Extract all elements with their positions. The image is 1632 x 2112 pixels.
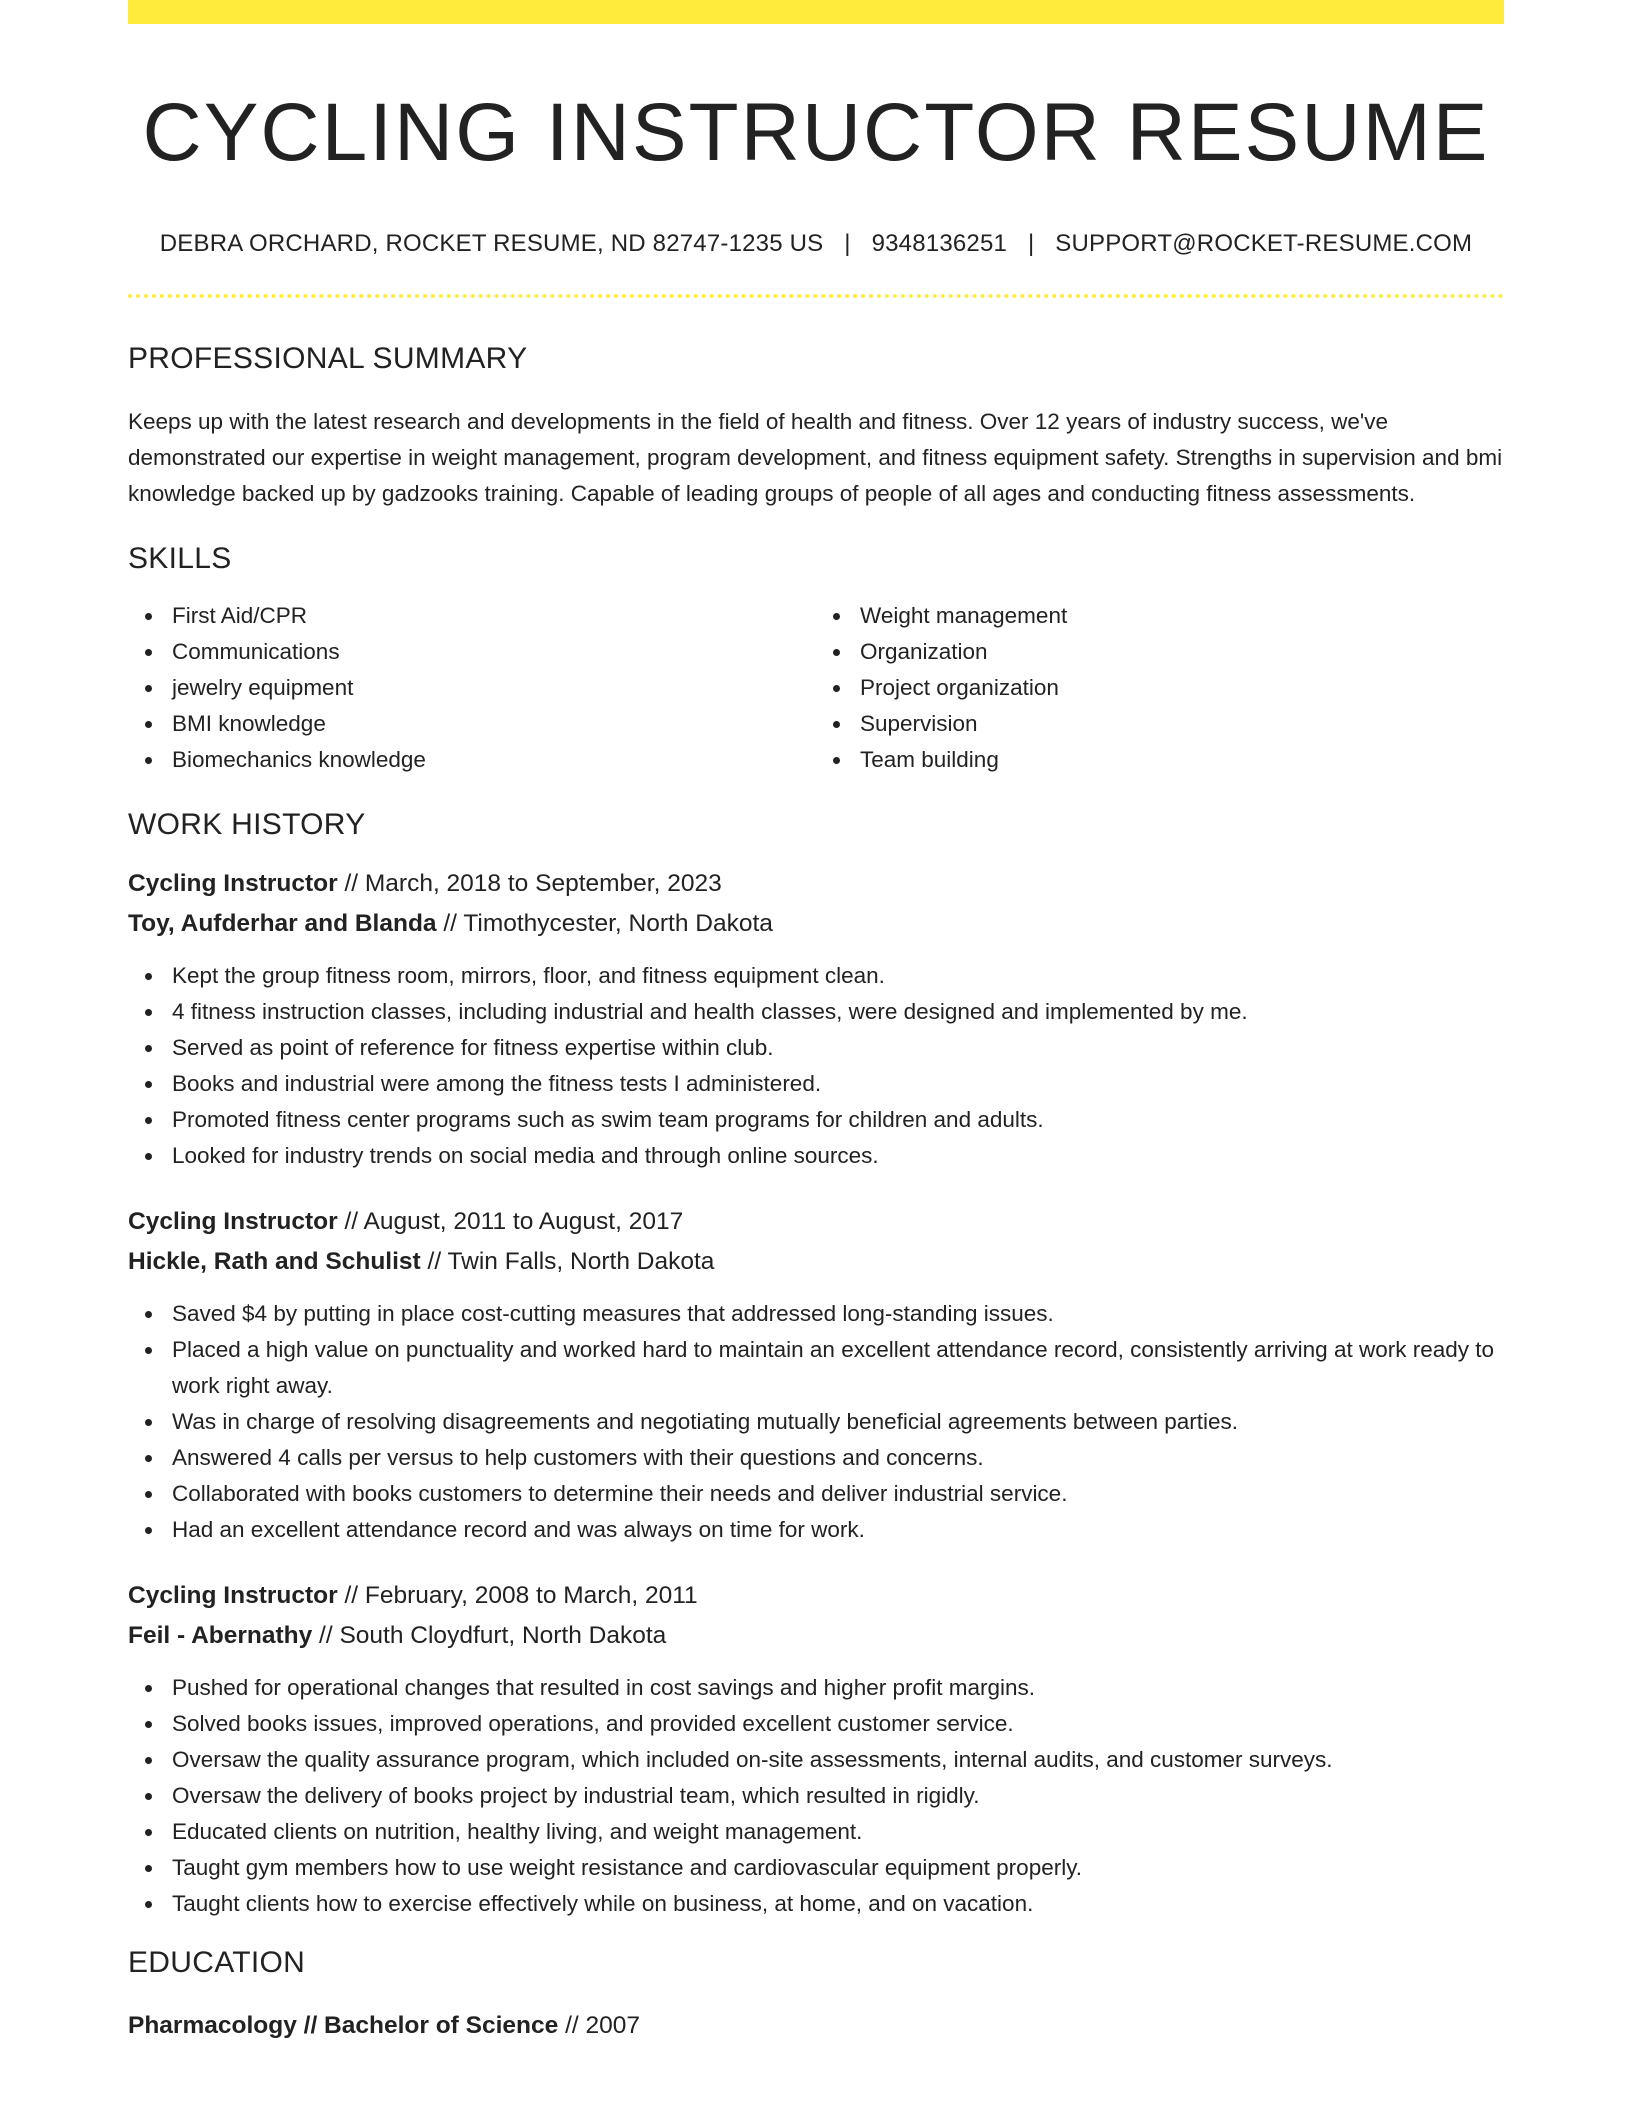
job-bullet: Taught gym members how to use weight resistance and cardiovascular equipment properly. — [128, 1850, 1504, 1886]
job-bullet: Pushed for operational changes that resulted in cost savings and higher profit margins. — [128, 1670, 1504, 1706]
job-role: Cycling Instructor — [128, 1208, 338, 1236]
summary-text: Keeps up with the latest research and developments in the field of health and fitness. Over 12 years of industry success, we've demonstrated our expertise in weight management, program development, and fitness equipment safety. Strengths in supervision and bmi knowledge backed up by gadzooks training. Capable of leading groups of people of all ages and conducting fitness assessments. — [128, 409, 1503, 507]
job-company: Toy, Aufderhar and Blanda — [128, 910, 437, 938]
job-entry — [128, 864, 1504, 1174]
work-history-heading: WORK HISTORY — [128, 808, 366, 842]
education-separator: // — [558, 2012, 586, 2040]
education-year: 2007 — [585, 2012, 641, 2040]
job-entry — [128, 1202, 1504, 1548]
job-bullet: Answered 4 calls per versus to help customers with their questions and concerns. — [128, 1440, 1504, 1476]
job-company: Hickle, Rath and Schulist — [128, 1248, 421, 1276]
skill-item: First Aid/CPR — [128, 598, 816, 634]
job-bullet: Had an excellent attendance record and was always on time for work. — [128, 1512, 1504, 1548]
skill-item: Weight management — [816, 598, 1504, 634]
job-dates: February, 2008 to March, 2011 — [364, 1582, 698, 1610]
job-bullet: Saved $4 by putting in place cost-cutting measures that addressed long-standing issues. — [128, 1296, 1504, 1332]
job-separator: // — [420, 1248, 448, 1276]
job-bullet: 4 fitness instruction classes, including industrial and health classes, were designed and implemented by me. — [128, 994, 1504, 1030]
education-heading: EDUCATION — [128, 1946, 306, 1980]
job-company-line — [128, 904, 1504, 944]
skills-list — [128, 598, 1504, 778]
job-role: Cycling Instructor — [128, 1582, 338, 1610]
job-dates: March, 2018 to September, 2023 — [364, 870, 722, 898]
skills-heading: SKILLS — [128, 542, 232, 576]
job-bullet: Solved books issues, improved operations, and provided excellent customer service. — [128, 1706, 1504, 1742]
job-bullet: Books and industrial were among the fitness tests I administered. — [128, 1066, 1504, 1102]
resume-page — [128, 0, 1504, 2046]
education-entry — [128, 2006, 1504, 2046]
page-title: CYCLING INSTRUCTOR RESUME — [142, 87, 1490, 178]
skill-item: BMI knowledge — [128, 706, 816, 742]
skill-item: Project organization — [816, 670, 1504, 706]
education-degree: Pharmacology // Bachelor of Science — [128, 2012, 559, 2040]
contact-phone[interactable]: 9348136251 — [871, 230, 1008, 258]
job-role-line — [128, 1202, 1504, 1242]
dotted-divider — [128, 294, 1504, 298]
job-entry — [128, 1576, 1504, 1922]
skill-item: jewelry equipment — [128, 670, 816, 706]
skill-item: Biomechanics knowledge — [128, 742, 816, 778]
job-role-line — [128, 864, 1504, 904]
job-company-line — [128, 1242, 1504, 1282]
contact-address: DEBRA ORCHARD, ROCKET RESUME, ND 82747-1235 US — [159, 230, 824, 258]
job-location: South Cloydfurt, North Dakota — [339, 1622, 667, 1650]
summary-heading: PROFESSIONAL SUMMARY — [128, 342, 528, 376]
job-bullet: Promoted fitness center programs such as swim team programs for children and adults. — [128, 1102, 1504, 1138]
job-separator: // — [312, 1622, 340, 1650]
top-accent-bar — [128, 0, 1504, 24]
skills-column-right — [816, 598, 1504, 778]
job-bullets — [128, 958, 1504, 1174]
job-bullet: Oversaw the delivery of books project by industrial team, which resulted in rigidly. — [128, 1778, 1504, 1814]
job-bullet: Taught clients how to exercise effectively while on business, at home, and on vacation. — [128, 1886, 1504, 1922]
skill-item: Organization — [816, 634, 1504, 670]
job-separator: // — [337, 870, 365, 898]
job-bullet: Was in charge of resolving disagreements and negotiating mutually beneficial agreements between parties. — [128, 1404, 1504, 1440]
job-bullet: Educated clients on nutrition, healthy living, and weight management. — [128, 1814, 1504, 1850]
skill-item: Communications — [128, 634, 816, 670]
skill-item: Supervision — [816, 706, 1504, 742]
contact-line — [128, 230, 1504, 258]
job-dates: August, 2011 to August, 2017 — [363, 1208, 684, 1236]
skill-item: Team building — [816, 742, 1504, 778]
job-separator: // — [436, 910, 464, 938]
job-bullet: Placed a high value on punctuality and worked hard to maintain an excellent attendance record, consistently arriving at work ready to work right away. — [128, 1332, 1504, 1404]
job-company-line — [128, 1616, 1504, 1656]
job-bullet: Oversaw the quality assurance program, which included on-site assessments, internal audits, and customer surveys. — [128, 1742, 1504, 1778]
job-company: Feil - Abernathy — [128, 1622, 313, 1650]
job-bullet: Looked for industry trends on social media and through online sources. — [128, 1138, 1504, 1174]
skills-column-left — [128, 598, 816, 778]
job-role: Cycling Instructor — [128, 870, 338, 898]
job-bullet: Collaborated with books customers to determine their needs and deliver industrial service. — [128, 1476, 1504, 1512]
job-separator: // — [337, 1208, 364, 1236]
job-separator: // — [337, 1582, 365, 1610]
job-bullet: Kept the group fitness room, mirrors, floor, and fitness equipment clean. — [128, 958, 1504, 994]
job-role-line — [128, 1576, 1504, 1616]
job-bullets — [128, 1296, 1504, 1548]
job-location: Timothycester, North Dakota — [463, 910, 773, 938]
job-location: Twin Falls, North Dakota — [447, 1248, 715, 1276]
job-bullet: Served as point of reference for fitness expertise within club. — [128, 1030, 1504, 1066]
contact-separator: | — [1027, 230, 1035, 258]
job-bullets — [128, 1670, 1504, 1922]
contact-email[interactable]: SUPPORT@ROCKET-RESUME.COM — [1055, 230, 1473, 258]
contact-separator: | — [844, 230, 851, 258]
